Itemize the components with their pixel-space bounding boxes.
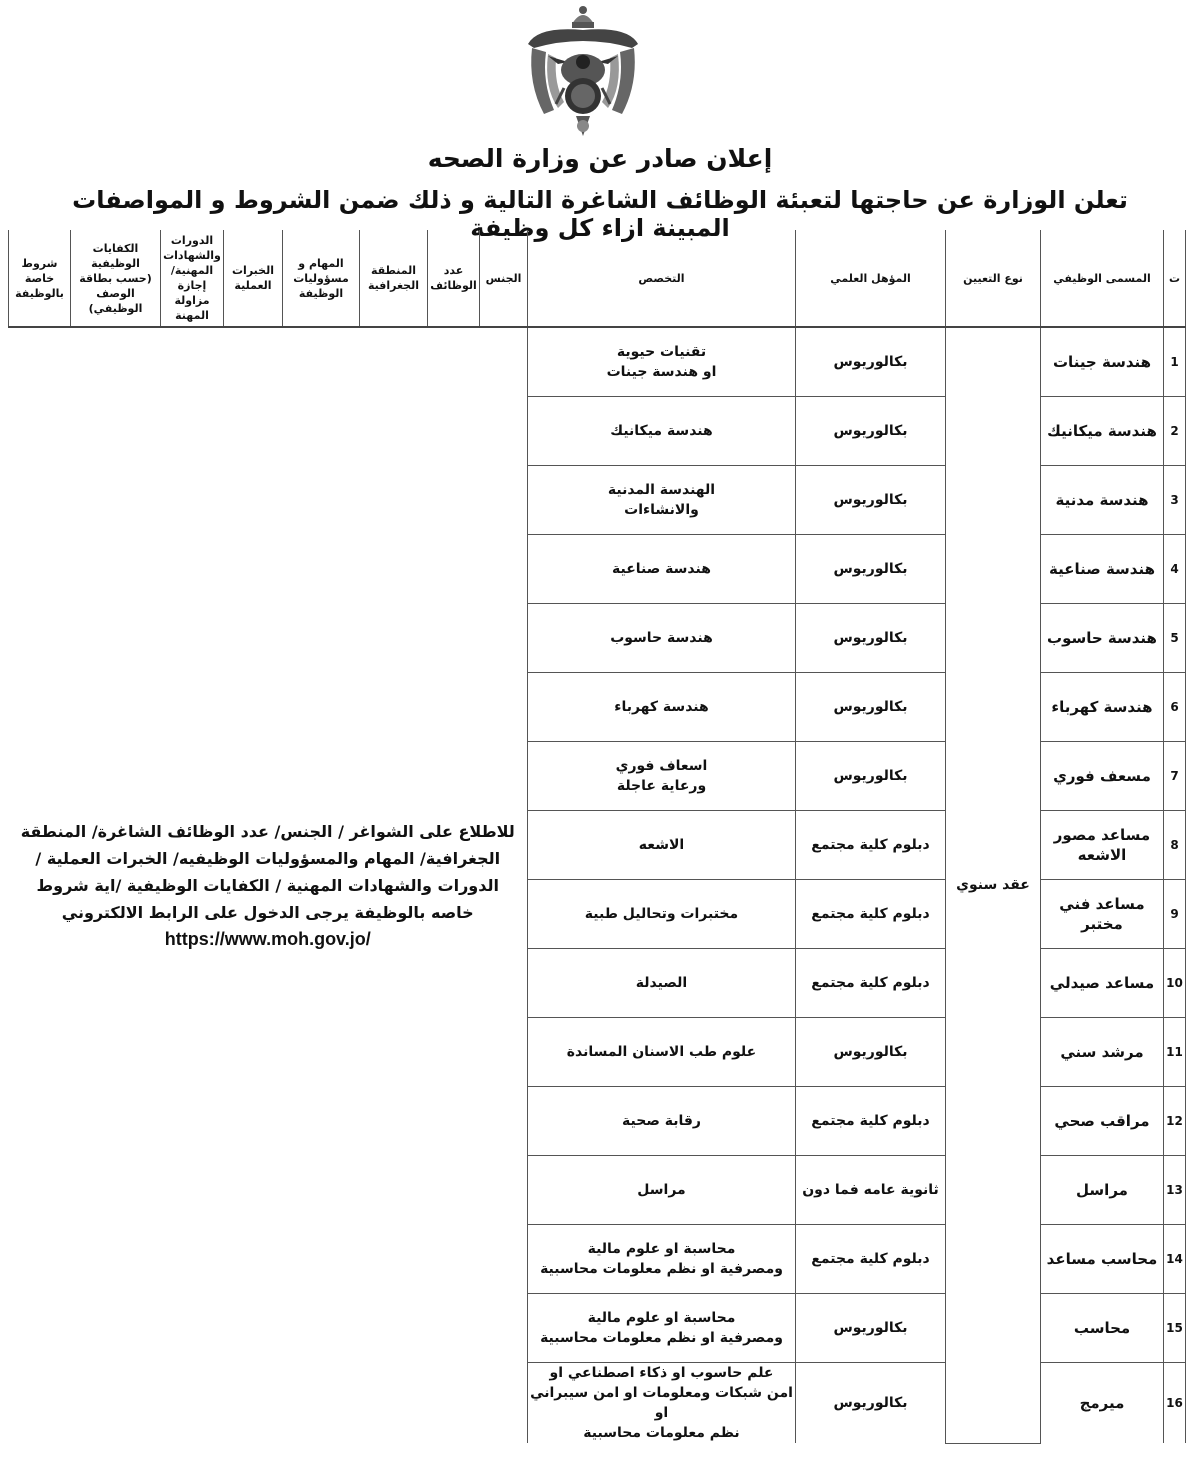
vacancies-table	[8, 230, 1186, 1444]
row-number-cell: 13	[1164, 1156, 1186, 1225]
job-title-cell: هندسة صناعية	[1041, 535, 1164, 604]
job-title-cell: مساعد فني مختبر	[1041, 880, 1164, 949]
column-header: التخصص	[528, 230, 796, 327]
job-title-cell: محاسب	[1041, 1294, 1164, 1363]
details-note-cell	[9, 327, 528, 1443]
specialization-cell: رقابة صحية	[528, 1087, 796, 1156]
specialization-cell: اسعاف فوري ورعاية عاجلة	[528, 742, 796, 811]
column-header: نوع التعيين	[946, 230, 1041, 327]
row-number-cell: 2	[1164, 397, 1186, 466]
qualification-cell: بكالوريوس	[796, 1363, 946, 1444]
job-title-cell: مساعد صيدلي	[1041, 949, 1164, 1018]
qualification-cell: بكالوريوس	[796, 397, 946, 466]
appointment-type-cell: عقد سنوي	[946, 327, 1041, 1443]
ministry-website-link[interactable]: https://www.moh.gov.jo/	[164, 929, 371, 949]
job-title-cell: ميرمج	[1041, 1363, 1164, 1444]
job-title-cell: مراقب صحي	[1041, 1087, 1164, 1156]
specialization-cell: الهندسة المدنية والانشاءات	[528, 466, 796, 535]
qualification-cell: دبلوم كلية مجتمع	[796, 949, 946, 1018]
qualification-cell: دبلوم كلية مجتمع	[796, 1087, 946, 1156]
specialization-cell: هندسة ميكانيك	[528, 397, 796, 466]
job-title-cell: مساعد مصور الاشعه	[1041, 811, 1164, 880]
row-number-cell: 16	[1164, 1363, 1186, 1444]
column-header: عدد الوظائف	[428, 230, 480, 327]
row-number-cell: 6	[1164, 673, 1186, 742]
specialization-cell: مراسل	[528, 1156, 796, 1225]
specialization-cell: محاسبة او علوم مالية ومصرفية او نظم معلومات محاسبية	[528, 1294, 796, 1363]
row-number-cell: 12	[1164, 1087, 1186, 1156]
coat-of-arms-emblem	[518, 4, 648, 139]
job-title-cell: هندسة حاسوب	[1041, 604, 1164, 673]
table-row	[9, 327, 1186, 397]
row-number-cell: 15	[1164, 1294, 1186, 1363]
qualification-cell: ثانوية عامه فما دون	[796, 1156, 946, 1225]
qualification-cell: بكالوريوس	[796, 466, 946, 535]
qualification-cell: بكالوريوس	[796, 673, 946, 742]
job-title-cell: هندسة مدنية	[1041, 466, 1164, 535]
details-note-text: للاطلاع على الشواغر / الجنس/ عدد الوظائف الشاغرة/ المنطقة الجغرافية/ المهام والمسؤوليات الوظيفيه/ الخبرات العملية / الدورات والشهادات المهنية / الكفايات الوظيفية /اية شروط خاصه بالوظيفة يرجى الدخول على الرابط الالكتروني	[20, 822, 515, 922]
specialization-cell: مختبرات وتحاليل طبية	[528, 880, 796, 949]
qualification-cell: دبلوم كلية مجتمع	[796, 811, 946, 880]
qualification-cell: دبلوم كلية مجتمع	[796, 880, 946, 949]
specialization-cell: محاسبة او علوم مالية ومصرفية او نظم معلومات محاسبية	[528, 1225, 796, 1294]
qualification-cell: بكالوريوس	[796, 604, 946, 673]
row-number-cell: 11	[1164, 1018, 1186, 1087]
specialization-cell: علوم طب الاسنان المساندة	[528, 1018, 796, 1087]
row-number-cell: 5	[1164, 604, 1186, 673]
qualification-cell: بكالوريوس	[796, 742, 946, 811]
row-number-cell: 9	[1164, 880, 1186, 949]
specialization-cell: هندسة حاسوب	[528, 604, 796, 673]
row-number-cell: 3	[1164, 466, 1186, 535]
row-number-cell: 1	[1164, 327, 1186, 397]
qualification-cell: دبلوم كلية مجتمع	[796, 1225, 946, 1294]
column-header: الخبرات العملية	[224, 230, 283, 327]
qualification-cell: بكالوريوس	[796, 327, 946, 397]
column-header: المسمى الوظيفي	[1041, 230, 1164, 327]
table-header-row	[9, 230, 1186, 327]
specialization-cell: هندسة كهرباء	[528, 673, 796, 742]
column-header: المهام و مسؤوليات الوظيفة	[283, 230, 360, 327]
job-title-cell: هندسة ميكانيك	[1041, 397, 1164, 466]
column-header: المنطقة الجغرافية	[360, 230, 428, 327]
job-title-cell: هندسة كهرباء	[1041, 673, 1164, 742]
job-title-cell: مسعف فوري	[1041, 742, 1164, 811]
row-number-cell: 10	[1164, 949, 1186, 1018]
job-title-cell: محاسب مساعد	[1041, 1225, 1164, 1294]
row-number-cell: 7	[1164, 742, 1186, 811]
column-header: ت	[1164, 230, 1186, 327]
specialization-cell: علم حاسوب او ذكاء اصطناعي او امن شبكات ومعلومات او امن سيبراني او نظم معلومات محاسبية	[528, 1363, 796, 1444]
qualification-cell: بكالوريوس	[796, 535, 946, 604]
specialization-cell: هندسة صناعية	[528, 535, 796, 604]
column-header: الجنس	[480, 230, 528, 327]
column-header: المؤهل العلمي	[796, 230, 946, 327]
announcement-title: إعلان صادر عن وزارة الصحه	[427, 144, 773, 173]
row-number-cell: 8	[1164, 811, 1186, 880]
column-header: الدورات والشهادات المهنية/إجازة مزاولة المهنة	[161, 230, 224, 327]
row-number-cell: 14	[1164, 1225, 1186, 1294]
job-title-cell: مراسل	[1041, 1156, 1164, 1225]
specialization-cell: تقنيات حيوية او هندسة جينات	[528, 327, 796, 397]
specialization-cell: الصيدلة	[528, 949, 796, 1018]
job-title-cell: هندسة جينات	[1041, 327, 1164, 397]
qualification-cell: بكالوريوس	[796, 1294, 946, 1363]
job-title-cell: مرشد سني	[1041, 1018, 1164, 1087]
specialization-cell: الاشعه	[528, 811, 796, 880]
column-header: الكفايات الوظيفية (حسب بطاقة الوصف الوظيفي)	[71, 230, 161, 327]
announcement-subtitle: تعلن الوزارة عن حاجتها لتعبئة الوظائف الشاغرة التالية و ذلك ضمن الشروط و المواصفات المبينة ازاء كل وظيفة	[72, 186, 1128, 242]
qualification-cell: بكالوريوس	[796, 1018, 946, 1087]
row-number-cell: 4	[1164, 535, 1186, 604]
column-header: شروط خاصة بالوظيفة	[9, 230, 71, 327]
